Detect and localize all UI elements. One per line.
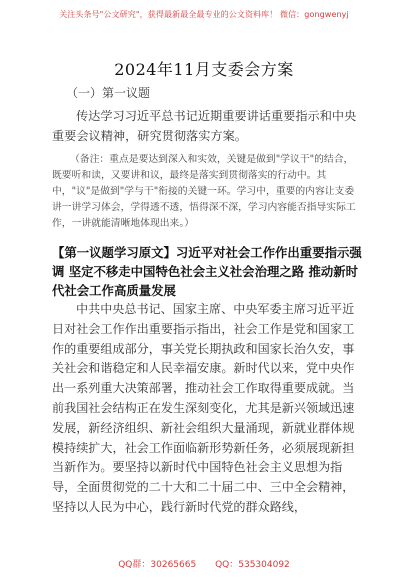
note-paragraph: （备注：重点是要达到深入和实效，关键是做到"学议干"的结合，既要听和读，又要讲和议，最终是落实到贯彻落实的行动中。其中，"议"是做到"学与干"衔接的关键一环。学习中，重要的内容让支委讲一讲学习体会，学得透不透，悟得深不深，学习内容能否指导实际工作，一讲就能清晰地体现出来。） — [52, 154, 356, 229]
header-notice: 关注头条号"公文研究"，获得最新最全最专业的公文资料库！ 微信：gongwenyj — [59, 10, 349, 19]
footer — [0, 557, 408, 570]
intro-paragraph: 传达学习习近平总书记近期重要讲话重要指示和中央重要会议精神，研究贯彻落实方案。 — [52, 109, 357, 143]
study-title: 【第一议题学习原文】习近平对社会工作作出重要指示强调 坚定不移走中国特色社会主义社会治理之路 推动新时代社会工作高质量发展 — [52, 245, 362, 298]
section-heading: （一）第一议题 — [66, 86, 151, 100]
footer-qq: QQ：535304092 — [215, 560, 290, 570]
body-paragraph: 中共中央总书记、国家主席、中央军委主席习近平近日对社会工作作出重要指示指出，社会工作是党和国家工作的重要组成部分，事关党长期执政和国家长治久安，事关社会和谐稳定和人民幸福安康。新时代以来，党中央作出一系列重大决策部署，推动社会工作取得重要成就。当前我国社会结构正在发生深刻变化，尤其是新兴领域迅速发展，新经济组织、新社会组织大量涌现，新就业群体规模持续扩大，社会工作面临新形势新任务，必须展现新担当新作为。要坚持以新时代中国特色社会主义思想为指导，全面贯彻党的二十大和二十届二中、三中全会精神，坚持以人民为中心，践行新时代党的群众路线， — [52, 302, 355, 514]
document-title: 2024年11月支委会方案 — [114, 60, 294, 79]
footer-qq-group: QQ群：30265665 — [118, 560, 197, 570]
